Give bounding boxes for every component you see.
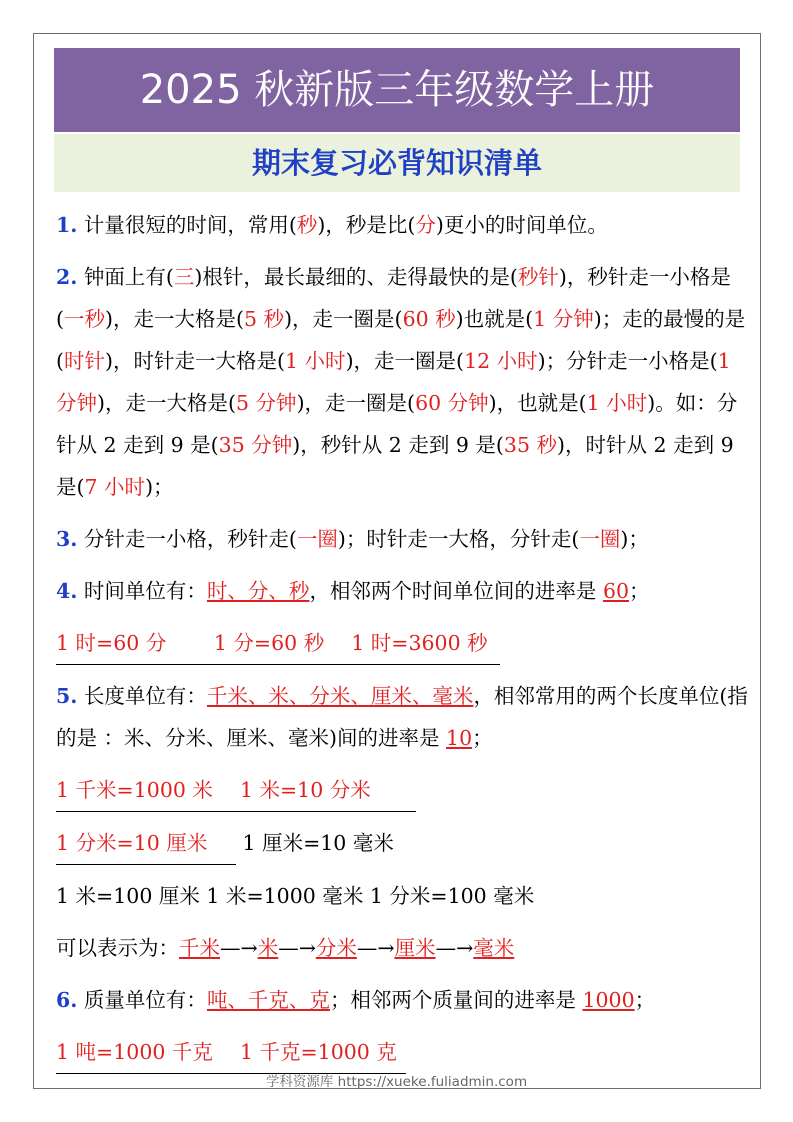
length-conversion-line-3: 1 米=100 厘米 1 米=1000 毫米 1 分米=100 毫米 <box>56 884 535 908</box>
length-conversion-line-2: 1 分米=10 厘米 1 厘米=10 毫米 <box>56 822 750 865</box>
time-conversion-line: 1 时=60 分 1 分=60 秒 1 时=3600 秒 <box>56 622 750 665</box>
list-item-5: 5. 长度单位有：千米、米、分米、厘米、毫米，相邻常用的两个长度单位(指的是 ：米、分米、厘米、毫米)间的进率是 10； <box>56 684 748 750</box>
list-item-1: 1. 计量很短的时间，常用(秒)，秒是比(分)更小的时间单位。 <box>56 213 608 237</box>
knowledge-list <box>56 204 750 1084</box>
mass-conversion-line: 1 吨=1000 千克 1 千克=1000 克 <box>56 1031 750 1074</box>
list-item-6: 6. 质量单位有：吨、千克、克；相邻两个质量间的进率是 1000； <box>56 988 656 1012</box>
footer-source: 学科资源库 https://xueke.fuliadmin.com <box>265 1074 528 1090</box>
page-title: 2025 秋新版三年级数学上册 <box>54 48 740 132</box>
length-unit-chain: 可以表示为：千米—→米—→分米—→厘米—→毫米 <box>56 936 515 960</box>
list-item-2: 2. 钟面上有(三)根针，最长最细的、走得最快的是(秒针)，秒针走一小格是(一秒)，走一大格是(5 秒)，走一圈是(60 秒)也就是(1 分钟)；走的最慢的是(时针)，时针走一大格是(1 小时)，走一圈是(12 小时)；分针走一小格是(1 分钟)，走一大格是(5 分钟)，走一圈是(60 分钟)，也就是(1 小时)。如：分针从 2 走到 9 是(35 分钟)，秒针从 2 走到 9 是(35 秒)，时针从 2 走到 9 是(7 小时)； <box>56 265 746 499</box>
list-item-4: 4. 时间单位有：时、分、秒，相邻两个时间单位间的进率是 60； <box>56 579 650 603</box>
list-item-3: 3. 分针走一小格，秒针走(一圈)；时针走一大格，分针走(一圈)； <box>56 527 649 551</box>
page-subtitle: 期末复习必背知识清单 <box>54 134 740 192</box>
length-conversion-line-1: 1 千米=1000 米 1 米=10 分米 <box>56 769 750 812</box>
